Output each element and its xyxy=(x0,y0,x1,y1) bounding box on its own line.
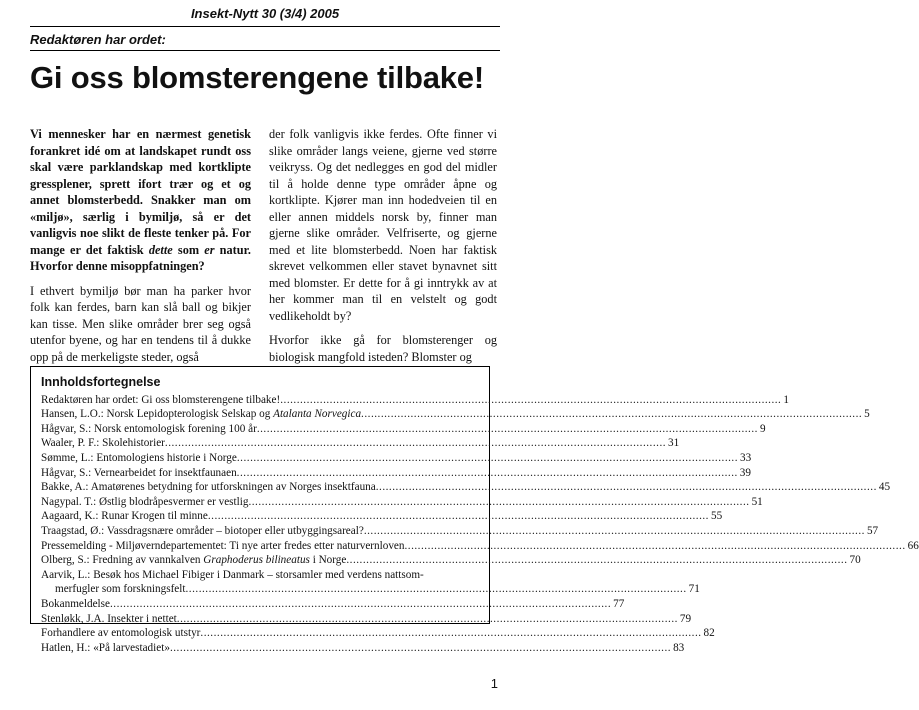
toc-leader-dots xyxy=(237,451,738,466)
body-paragraph: Hvorfor ikke gå for blomsterenger og biologisk mangfold isteden? Blomster og xyxy=(269,333,497,364)
toc-leader-dots xyxy=(376,480,877,495)
toc-leader-dots xyxy=(165,436,666,451)
toc-leader-dots xyxy=(237,466,738,481)
toc-page-number: 82 xyxy=(703,627,715,640)
toc-entry-title: Nagypal. T.: Østlig blodråpesvermer er vestlig xyxy=(41,495,249,508)
table-of-contents xyxy=(30,366,919,654)
toc-entry xyxy=(41,451,752,466)
toc-leader-dots xyxy=(364,524,865,539)
toc-leader-dots xyxy=(257,422,758,437)
toc-leader-dots xyxy=(346,553,847,568)
toc-page-number: 71 xyxy=(688,583,700,596)
toc-entry-title-continued: merfugler som forskningsfelt xyxy=(55,583,186,596)
toc-entry-title: Hansen, L.O.: Norsk Lepidopterologisk Selskap og Atalanta Norvegica xyxy=(41,408,362,421)
toc-entry xyxy=(41,422,766,437)
toc-entry-title: Aarvik, L.: Besøk hos Michael Fibiger i Danmark – storsamler med verdens nattsom- xyxy=(41,568,424,581)
toc-entry xyxy=(41,597,625,612)
toc-entry-title: Hågvar, S.: Vernearbeidet for insektfaunaen xyxy=(41,466,237,479)
lead-emphasis: dette xyxy=(148,242,173,257)
toc-leader-dots xyxy=(404,539,905,554)
body-paragraph: I ethvert bymiljø bør man ha parker hvor folk kan ferdes, barn kan slå ball og bikjer kan tisse. Men slike områder brer seg også utenfor byene, og har en tendens til å dukke opp på de merkeligste steder, også xyxy=(30,283,251,364)
toc-entry-title: Waaler, P. F.: Skolehistorier xyxy=(41,437,165,450)
toc-leader-dots xyxy=(200,626,701,641)
toc-page-number: 9 xyxy=(759,422,766,435)
toc-leader-dots xyxy=(170,641,671,656)
toc-leader-dots xyxy=(186,582,687,597)
toc-entry xyxy=(41,436,680,451)
toc-entry xyxy=(41,568,700,597)
page-number: 1 xyxy=(490,676,498,691)
toc-leader-dots xyxy=(248,495,749,510)
toc-leader-dots xyxy=(361,407,862,422)
toc-entry xyxy=(41,466,751,481)
article-column-left xyxy=(30,126,251,373)
toc-entry xyxy=(41,407,870,422)
article-column-right xyxy=(269,126,497,373)
toc-page-number: 57 xyxy=(866,524,879,537)
toc-leader-dots xyxy=(280,393,781,408)
lead-emphasis: er xyxy=(204,242,215,257)
toc-page-number: 55 xyxy=(710,510,723,523)
toc-page-number: 66 xyxy=(907,539,919,552)
toc-entry-title: Hågvar, S.: Norsk entomologisk forening 100 år xyxy=(41,422,257,435)
toc-entry-title: Aagaard, K.: Runar Krogen til minne xyxy=(41,510,208,523)
section-label: Redaktøren har ordet: xyxy=(30,32,166,47)
toc-entry xyxy=(41,509,723,524)
toc-entry-title: Hatlen, H.: «På larvestadiet» xyxy=(41,641,170,654)
toc-page-number: 77 xyxy=(613,597,625,610)
toc-entry xyxy=(41,495,763,510)
toc-entry xyxy=(41,539,919,554)
toc-entry-title: Pressemelding - Miljøverndepartementet: Ti nye arter fredes etter naturvernloven xyxy=(41,539,405,552)
toc-entry-title: Sømme, L.: Entomologiens historie i Norge xyxy=(41,451,237,464)
toc-page-number: 79 xyxy=(679,612,692,625)
lead-text: Vi mennesker har en nærmest genetisk forankret idé om at landskapet rundt oss skal være parklandskap med kortklipte gressplener, sprett ifort trær og et og annet blomsterbedd. Snakker man om «miljø», særlig i bymiljø, så er det vanligvis noe slikt de fleste tenker på. For mange er det faktisk xyxy=(30,127,251,257)
journal-header: Insekt-Nytt 30 (3/4) 2005 xyxy=(190,6,340,21)
toc-entry xyxy=(41,626,715,641)
toc-page-number: 33 xyxy=(740,451,752,464)
toc-leader-dots xyxy=(110,597,611,612)
toc-entry-title: Bokanmeldelse xyxy=(41,597,110,610)
toc-page-number: 45 xyxy=(878,481,891,494)
toc-entry xyxy=(41,553,861,568)
lead-paragraph xyxy=(30,126,251,275)
toc-leader-dots xyxy=(208,509,709,524)
toc-list xyxy=(41,393,919,656)
toc-page-number: 1 xyxy=(783,393,789,406)
toc-entry-title: Traagstad, Ø.: Vassdragsnære områder – biotoper eller utbyggingsareal? xyxy=(41,524,364,537)
toc-page-number: 5 xyxy=(864,408,870,421)
toc-page-number: 70 xyxy=(849,554,861,567)
toc-entry xyxy=(41,393,789,408)
toc-page-number: 51 xyxy=(751,495,763,508)
toc-entry-title: Bakke, A.: Amatørenes betydning for utforskningen av Norges insektfauna xyxy=(41,481,376,494)
toc-page-number: 31 xyxy=(668,437,680,450)
lead-text: som xyxy=(172,242,205,257)
toc-leader-dots xyxy=(177,612,678,627)
header-rule xyxy=(30,26,500,27)
toc-entry-title: Olberg, S.: Fredning av vannkalven Graphoderus bilineatus i Norge xyxy=(41,554,347,567)
toc-entry xyxy=(41,612,692,627)
toc-title: Innholdsfortegnelse xyxy=(41,375,161,389)
lead-text: natur. Hvorfor denne misoppfatningen? xyxy=(30,242,251,273)
toc-entry-title: Redaktøren har ordet: Gi oss blomsterengene tilbake! xyxy=(41,393,281,406)
section-rule xyxy=(30,50,500,51)
toc-entry xyxy=(41,480,891,495)
toc-entry xyxy=(41,641,685,656)
toc-page-number: 83 xyxy=(673,641,685,654)
toc-page-number: 39 xyxy=(739,466,751,479)
article-title: Gi oss blomsterengene tilbake! xyxy=(30,60,484,95)
toc-entry xyxy=(41,524,879,539)
toc-entry-title: Forhandlere av entomologisk utstyr xyxy=(41,627,201,640)
body-paragraph: der folk vanligvis ikke ferdes. Ofte finner vi slike områder langs veiene, gjerne ved større veikryss. Og det nedlegges en god del midler til å holde denne type områder åpne og kortklipte. Kjører man inn hodedveien til en eller annen middels norsk by, finner man gjerne slike områder. Velfriserte, og gjerne med et lite blomsterbedd. Noen har faktisk skrevet velkommen eller stavet bynavnet sitt med blomster. Er dette for å gi inntrykk av at her kommer man til en velstelt og godt vedlikeholdt by? xyxy=(269,127,497,323)
toc-entry-title: Stenløkk, J.A. Insekter i nettet xyxy=(41,612,177,625)
